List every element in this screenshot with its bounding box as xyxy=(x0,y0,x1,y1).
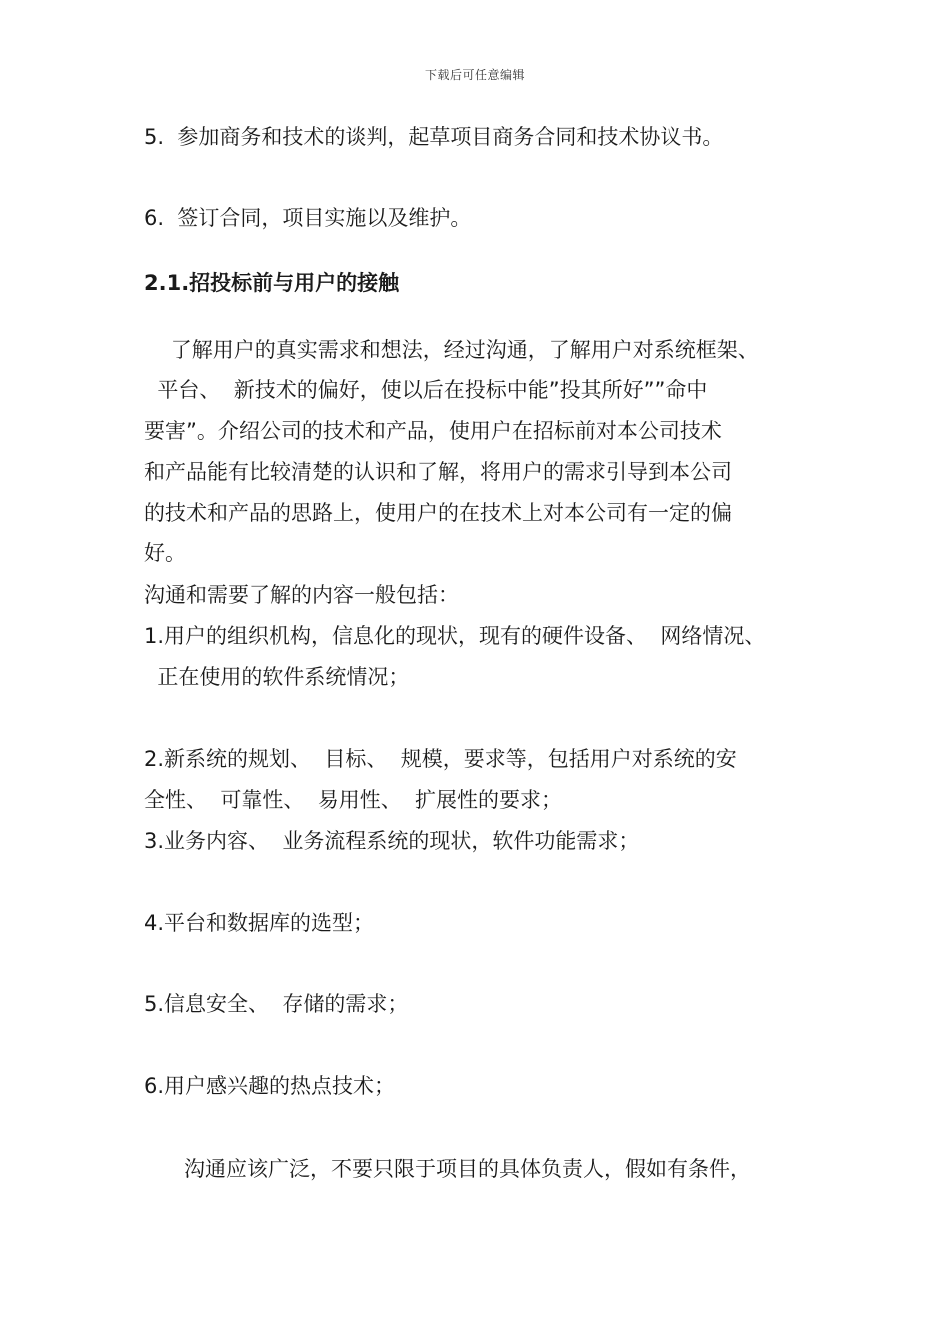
paragraph-line: 和产品能有比较清楚的认识和了解，将用户的需求引导到本公司 xyxy=(144,460,732,484)
list-item-continued: 正在使用的软件系统情况； xyxy=(144,665,410,689)
list-item-continued: 全性、 可靠性、 易用性、 扩展性的要求； xyxy=(144,788,563,812)
list-item: 2.新系统的规划、 目标、 规模，要求等，包括用户对系统的安 xyxy=(144,747,737,771)
section-heading: 2.1.招投标前与用户的接触 xyxy=(144,271,400,295)
list-item: 5.信息安全、 存储的需求； xyxy=(144,992,409,1016)
paragraph-line: 平台、 新技术的偏好，使以后在投标中能”投其所好””命中 xyxy=(144,378,708,402)
list-item: 6.用户感兴趣的热点技术； xyxy=(144,1074,396,1098)
paragraph-line: 要害”。介绍公司的技术和产品，使用户在招标前对本公司技术 xyxy=(144,419,722,443)
list-item: 4.平台和数据库的选型； xyxy=(144,911,375,935)
list-item: 1.用户的组织机构，信息化的现状，现有的硬件设备、 网络情况、 xyxy=(144,624,766,648)
paragraph-line: 的技术和产品的思路上，使用户的在技术上对本公司有一定的偏 xyxy=(144,501,732,525)
paragraph-line: 沟通应该广泛，不要只限于项目的具体负责人，假如有条件， xyxy=(144,1157,752,1181)
list-item: 3.业务内容、 业务流程系统的现状，软件功能需求； xyxy=(144,829,640,853)
step-6-line: 6. 签订合同，项目实施以及维护。 xyxy=(144,206,472,230)
step-5-line: 5. 参加商务和技术的谈判，起草项目商务合同和技术协议书。 xyxy=(144,125,724,149)
page-header-note: 下载后可任意编辑 xyxy=(424,68,525,82)
paragraph-line: 好。 xyxy=(144,541,186,565)
paragraph-line: 了解用户的真实需求和想法，经过沟通，了解用户对系统框架、 xyxy=(144,338,759,362)
list-intro: 沟通和需要了解的内容一般包括： xyxy=(144,583,459,607)
